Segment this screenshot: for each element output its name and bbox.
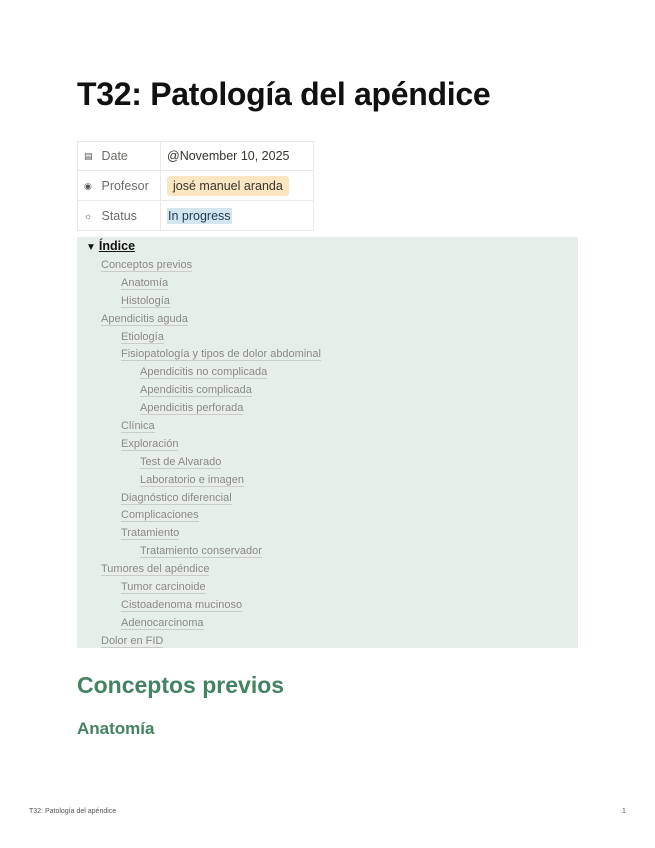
property-row-profesor <box>78 171 314 201</box>
toc-link[interactable]: Tumor carcinoide <box>121 581 206 594</box>
property-label-date: Date <box>101 149 128 163</box>
status-badge[interactable]: In progress <box>168 208 231 223</box>
toc-item[interactable] <box>77 364 321 382</box>
property-key-date <box>78 142 161 171</box>
property-value-status[interactable] <box>161 201 314 231</box>
toc-link[interactable]: Anatomía <box>121 276 169 289</box>
toc-link[interactable]: Diagnóstico diferencial <box>121 491 232 504</box>
toc-link[interactable]: Complicaciones <box>121 509 199 522</box>
toc-link[interactable]: Conceptos previos <box>101 259 193 271</box>
toc-link[interactable]: Tumores del apéndice <box>101 563 210 576</box>
toc-link[interactable]: Cistoadenoma mucinoso <box>121 598 243 611</box>
toc-link[interactable]: Apendicitis no complicada <box>140 366 268 379</box>
toc-toggle[interactable] <box>86 239 135 253</box>
property-label-status: Status <box>101 208 137 223</box>
property-row-status <box>78 201 314 231</box>
toc-link[interactable]: Test de Alvarado <box>140 455 222 468</box>
toc-item[interactable] <box>77 597 321 615</box>
person-icon: ◉ <box>84 180 92 191</box>
toc-list <box>77 257 321 651</box>
toc-item[interactable] <box>77 543 321 561</box>
toc-link[interactable]: Histología <box>121 294 170 307</box>
property-value-profesor[interactable] <box>161 171 314 201</box>
toc-item[interactable] <box>77 418 321 436</box>
toc-link[interactable]: Clínica <box>121 420 155 433</box>
toc-item[interactable] <box>77 490 321 508</box>
properties-table <box>77 141 314 231</box>
toc-item[interactable] <box>77 257 321 275</box>
toc-item[interactable] <box>77 346 321 364</box>
toc-link[interactable]: Laboratorio e imagen <box>140 473 244 486</box>
toc-item[interactable] <box>77 275 321 293</box>
toc-item[interactable] <box>77 561 321 579</box>
toc-link[interactable]: Exploración <box>121 437 179 450</box>
calendar-icon: ▤ <box>84 151 93 162</box>
toc-item[interactable] <box>77 507 321 525</box>
toc-item[interactable] <box>77 400 321 418</box>
footer-title: T32: Patología del apéndice <box>29 808 117 815</box>
date-value[interactable]: @November 10, 2025 <box>167 149 290 163</box>
section-heading: Conceptos previos <box>77 672 285 698</box>
toc-link[interactable]: Dolor en FID <box>101 634 164 647</box>
toc-item[interactable] <box>77 579 321 597</box>
page-number: 1 <box>622 808 626 815</box>
toc-item[interactable] <box>77 382 321 400</box>
toc-item[interactable] <box>77 329 321 347</box>
toc-link[interactable]: Tratamiento <box>121 527 180 540</box>
table-of-contents <box>77 237 578 648</box>
property-row-date <box>78 142 314 171</box>
toc-item[interactable] <box>77 525 321 543</box>
toc-link[interactable]: Adenocarcinoma <box>121 616 204 629</box>
property-label-profesor: Profesor <box>101 178 149 193</box>
property-key-status <box>78 201 161 231</box>
toc-item[interactable] <box>77 436 321 454</box>
toc-link[interactable]: Tratamiento conservador <box>140 545 262 558</box>
toc-title[interactable]: Índice <box>98 239 136 253</box>
profesor-tag[interactable]: josé manuel aranda <box>167 176 289 196</box>
toc-link[interactable]: Apendicitis aguda <box>101 312 188 325</box>
toc-item[interactable] <box>77 633 321 651</box>
toc-item[interactable] <box>77 293 321 311</box>
toc-link[interactable]: Apendicitis perforada <box>140 402 244 415</box>
triangle-down-icon[interactable]: ▼ <box>86 242 96 253</box>
property-key-profesor <box>78 171 161 201</box>
page-title: T32: Patología del apéndice <box>77 76 491 112</box>
toc-link[interactable]: Fisiopatología y tipos de dolor abdominal <box>121 348 321 361</box>
property-value-date[interactable] <box>161 142 314 171</box>
toc-item[interactable] <box>77 472 321 490</box>
toc-item[interactable] <box>77 615 321 633</box>
toc-link[interactable]: Etiología <box>121 330 164 343</box>
toc-link[interactable]: Apendicitis complicada <box>140 384 252 397</box>
status-icon: ☼ <box>84 211 93 222</box>
toc-item[interactable] <box>77 454 321 472</box>
subsection-heading: Anatomía <box>77 719 155 738</box>
toc-item[interactable] <box>77 311 321 329</box>
